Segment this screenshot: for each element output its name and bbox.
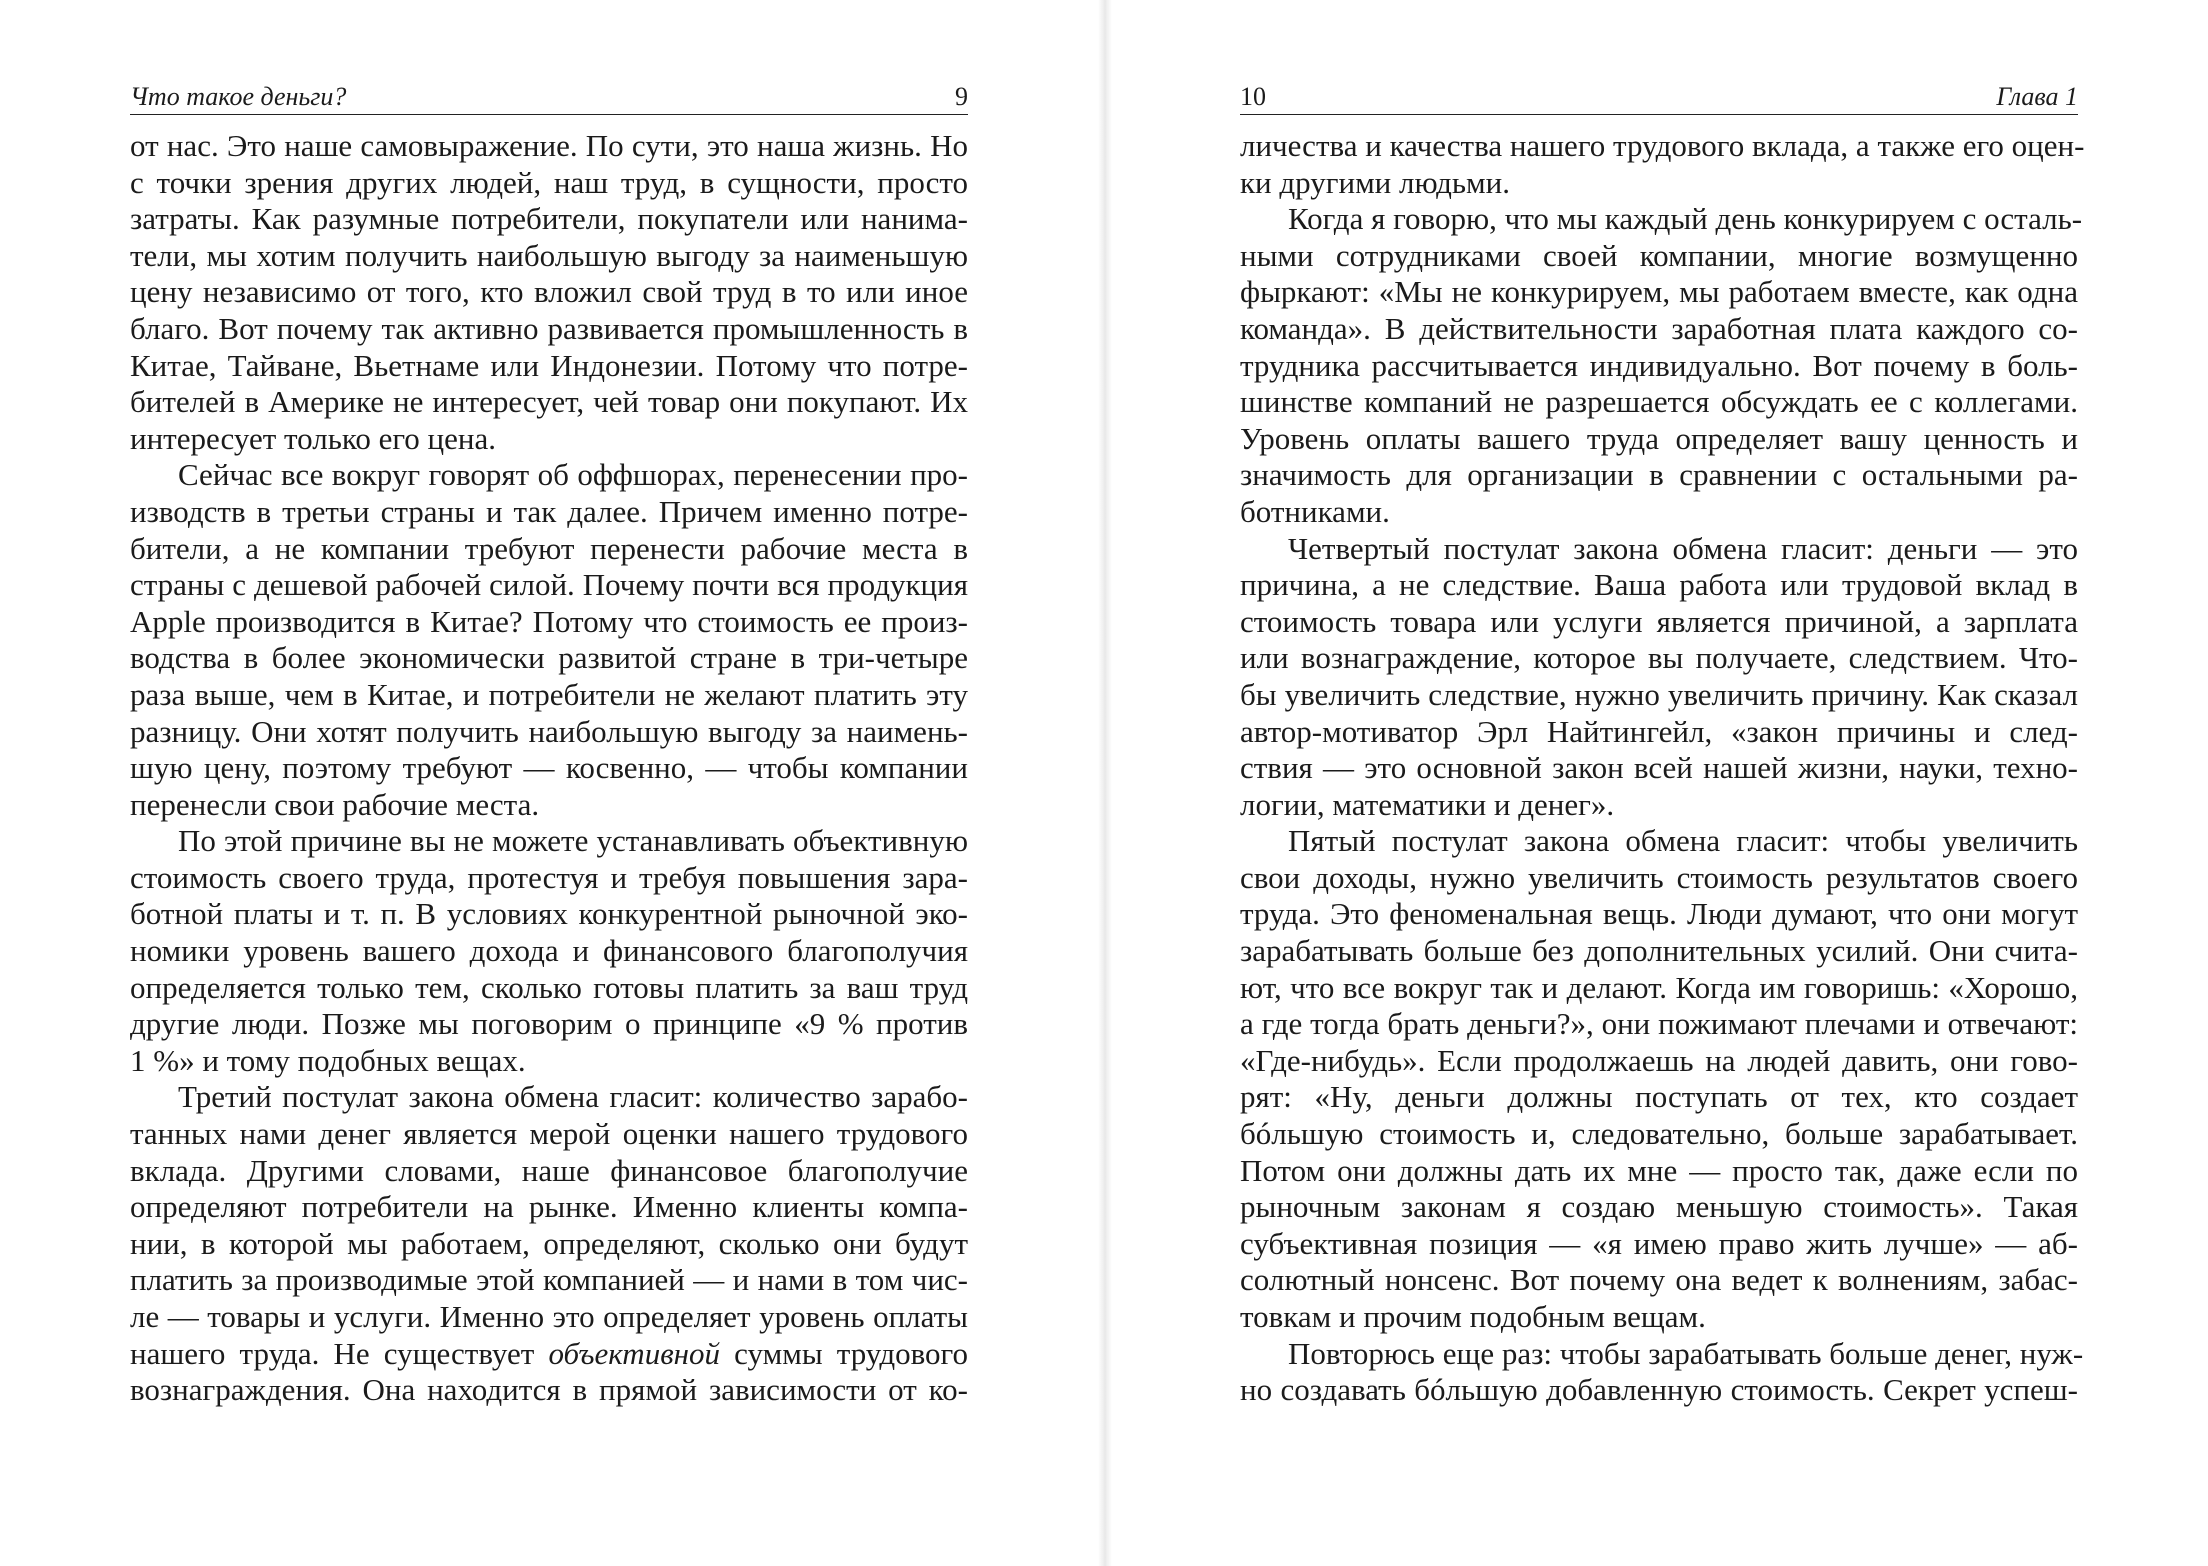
- text-line: вклада. Другими словами, наше финансовое благополучие: [130, 1152, 968, 1188]
- text-line: платить за производимые этой компанией — и нами в том чис-: [130, 1262, 968, 1298]
- text-line: Когда я говорю, что мы каждый день конкурируем с осталь-: [1288, 201, 2083, 237]
- text-line: тели, мы хотим получить наибольшую выгоду за наименьшую: [130, 237, 968, 273]
- text-line: логии, математики и денег».: [1240, 786, 1615, 822]
- left-page: [130, 0, 968, 1566]
- text-line: товкам и прочим подобным вещам.: [1240, 1299, 1706, 1334]
- text-line: танных нами денег является мерой оценки нашего трудового: [130, 1116, 968, 1152]
- text-line: зарабатывать больше без дополнительных усилий. Они счита-: [1240, 933, 2078, 969]
- text-line: определяют потребители на рынке. Именно клиенты компа-: [130, 1189, 968, 1225]
- text-line: шинстве компаний не разрешается обсуждать ее с коллегами.: [1240, 384, 2078, 420]
- text-line: бóльшую стоимость и, следовательно, больше зарабатывает.: [1240, 1116, 2078, 1152]
- left-running-title: Что такое деньги?: [130, 82, 347, 111]
- text-line: перенесли свои рабочие места.: [130, 786, 540, 822]
- left-page-number: 9: [955, 82, 968, 111]
- right-running-title: Глава 1: [1996, 82, 2078, 111]
- text-line: затраты. Как разумные потребители, покупатели или нанима-: [130, 201, 968, 237]
- text-line: Уровень оплаты вашего труда определяет вашу ценность и: [1240, 420, 2078, 456]
- text-line: водства в более экономически развитой стране в три-четыре: [130, 640, 968, 676]
- text-line: Китае, Тайване, Вьетнаме или Индонезии. Потому что потре-: [130, 347, 968, 383]
- right-page-number: 10: [1240, 82, 1266, 111]
- text-line: ствия — это основной закон всей нашей жизни, науки, техно-: [1240, 750, 2078, 786]
- text-line: бы увеличить следствие, нужно увеличить причину. Как сказал: [1240, 676, 2078, 712]
- text-line: ботниками.: [1240, 493, 1390, 529]
- text-line: нии, в которой мы работаем, определяют, сколько они будут: [130, 1225, 968, 1261]
- text-line: а где тогда брать деньги?», они пожимают плечами и отвечают:: [1240, 1006, 2078, 1042]
- text-line: Четвертый постулат закона обмена гласит: деньги — это: [1288, 530, 2078, 566]
- text-line: нашего труда. Не существует объективной суммы трудового: [130, 1335, 968, 1371]
- text-line: благо. Вот почему так активно развивается промышленность в: [130, 310, 968, 346]
- text-line: другие люди. Позже мы поговорим о принципе «9 % против: [130, 1006, 968, 1042]
- text-line: фыркают: «Мы не конкурируем, мы работаем вместе, как одна: [1240, 274, 2078, 310]
- text-line: с точки зрения других людей, наш труд, в сущности, просто: [130, 164, 968, 200]
- text-line: страны с дешевой рабочей силой. Почему почти вся продукция: [130, 567, 968, 603]
- text-line: свои доходы, нужно увеличить стоимость результатов своего: [1240, 859, 2078, 895]
- text-line: Пятый постулат закона обмена гласит: чтобы увеличить: [1288, 823, 2078, 859]
- text-line: раза выше, чем в Китае, и потребители не желают платить эту: [130, 676, 968, 712]
- text-line: команда». В действительности заработная плата каждого со-: [1240, 310, 2078, 346]
- emphasized-word: объективной: [548, 1335, 721, 1371]
- text-line: бители, а не компании требуют перенести рабочие места в: [130, 530, 968, 566]
- text-line: изводств в третьи страны и так далее. Причем именно потре-: [130, 493, 968, 529]
- text-line: ботной платы и т. п. В условиях конкурентной рыночной эко-: [130, 896, 968, 932]
- text-line: Третий постулат закона обмена гласит: количество зарабо-: [178, 1079, 968, 1115]
- text-line: солютный нонсенс. Вот почему она ведет к волнениям, забас-: [1240, 1262, 2078, 1298]
- text-line: разницу. Они хотят получить наибольшую выгоду за наимень-: [130, 713, 968, 749]
- text-line: «Где-нибудь». Если продолжаешь на людей давить, они гово-: [1240, 1042, 2078, 1078]
- text-line: Apple производится в Китае? Потому что стоимость ее произ-: [130, 603, 968, 639]
- text-line: интересует только его цена.: [130, 420, 496, 456]
- text-line: номики уровень вашего дохода и финансового благополучия: [130, 933, 968, 969]
- right-page: [1240, 0, 2085, 1566]
- text-line: рят: «Ну, деньги должны поступать от тех, кто создает: [1240, 1079, 2078, 1115]
- text-line: стоимость товара или услуги является причиной, а зарплата: [1240, 603, 2078, 639]
- text-line: но создавать бóльшую добавленную стоимость. Секрет успеш-: [1240, 1372, 2078, 1408]
- text-line: 1 %» и тому подобных вещах.: [130, 1042, 526, 1078]
- text-line: вознаграждения. Она находится в прямой зависимости от ко-: [130, 1372, 968, 1408]
- text-line: определяется только тем, сколько готовы платить за ваш труд: [130, 969, 968, 1005]
- left-page-body: [130, 128, 968, 1409]
- right-page-body: [1240, 128, 2085, 1409]
- text-line: причина, а не следствие. Ваша работа или трудовой вклад в: [1240, 567, 2078, 603]
- text-line: цену независимо от того, кто вложил свой труд в то или иное: [130, 274, 968, 310]
- text-line: автор-мотиватор Эрл Найтингейл, «закон причины и след-: [1240, 713, 2078, 749]
- text-line: или вознаграждение, которое вы получаете, следствием. Что-: [1240, 640, 2078, 676]
- text-line: стоимость своего труда, протестуя и требуя повышения зара-: [130, 859, 968, 895]
- text-line: ными сотрудниками своей компании, многие возмущенно: [1240, 237, 2078, 273]
- text-line: от нас. Это наше самовыражение. По сути, это наша жизнь. Но: [130, 128, 968, 163]
- text-line: значимость для организации в сравнении с остальными ра-: [1240, 457, 2078, 493]
- right-running-header: [1240, 80, 2078, 115]
- text-line: рыночным законам я создаю меньшую стоимость». Такая: [1240, 1189, 2078, 1225]
- book-gutter: [1098, 0, 1112, 1566]
- text-line: личества и качества нашего трудового вклада, а также его оцен-: [1240, 128, 2085, 163]
- text-line: бителей в Америке не интересует, чей товар они покупают. Их: [130, 384, 968, 420]
- text-line: ют, что все вокруг так и делают. Когда им говоришь: «Хорошо,: [1240, 969, 2078, 1005]
- text-line: Потом они должны дать их мне — просто так, даже если по: [1240, 1152, 2078, 1188]
- text-line: ки другими людьми.: [1240, 164, 1510, 200]
- text-line: Сейчас все вокруг говорят об оффшорах, перенесении про-: [178, 457, 968, 493]
- left-running-header: [130, 80, 968, 115]
- text-line: субъективная позиция — «я имею право жить лучше» — аб-: [1240, 1225, 2078, 1261]
- text-line: ле — товары и услуги. Именно это определяет уровень оплаты: [130, 1299, 968, 1334]
- text-line: По этой причине вы не можете устанавливать объективную: [178, 823, 968, 859]
- text-line: трудника рассчитывается индивидуально. Вот почему в боль-: [1240, 347, 2078, 383]
- text-line: шую цену, поэтому требуют — косвенно, — чтобы компании: [130, 750, 968, 786]
- text-line: Повторюсь еще раз: чтобы зарабатывать больше денег, нуж-: [1288, 1335, 2084, 1371]
- text-line: труда. Это феноменальная вещь. Люди думают, что они могут: [1240, 896, 2078, 932]
